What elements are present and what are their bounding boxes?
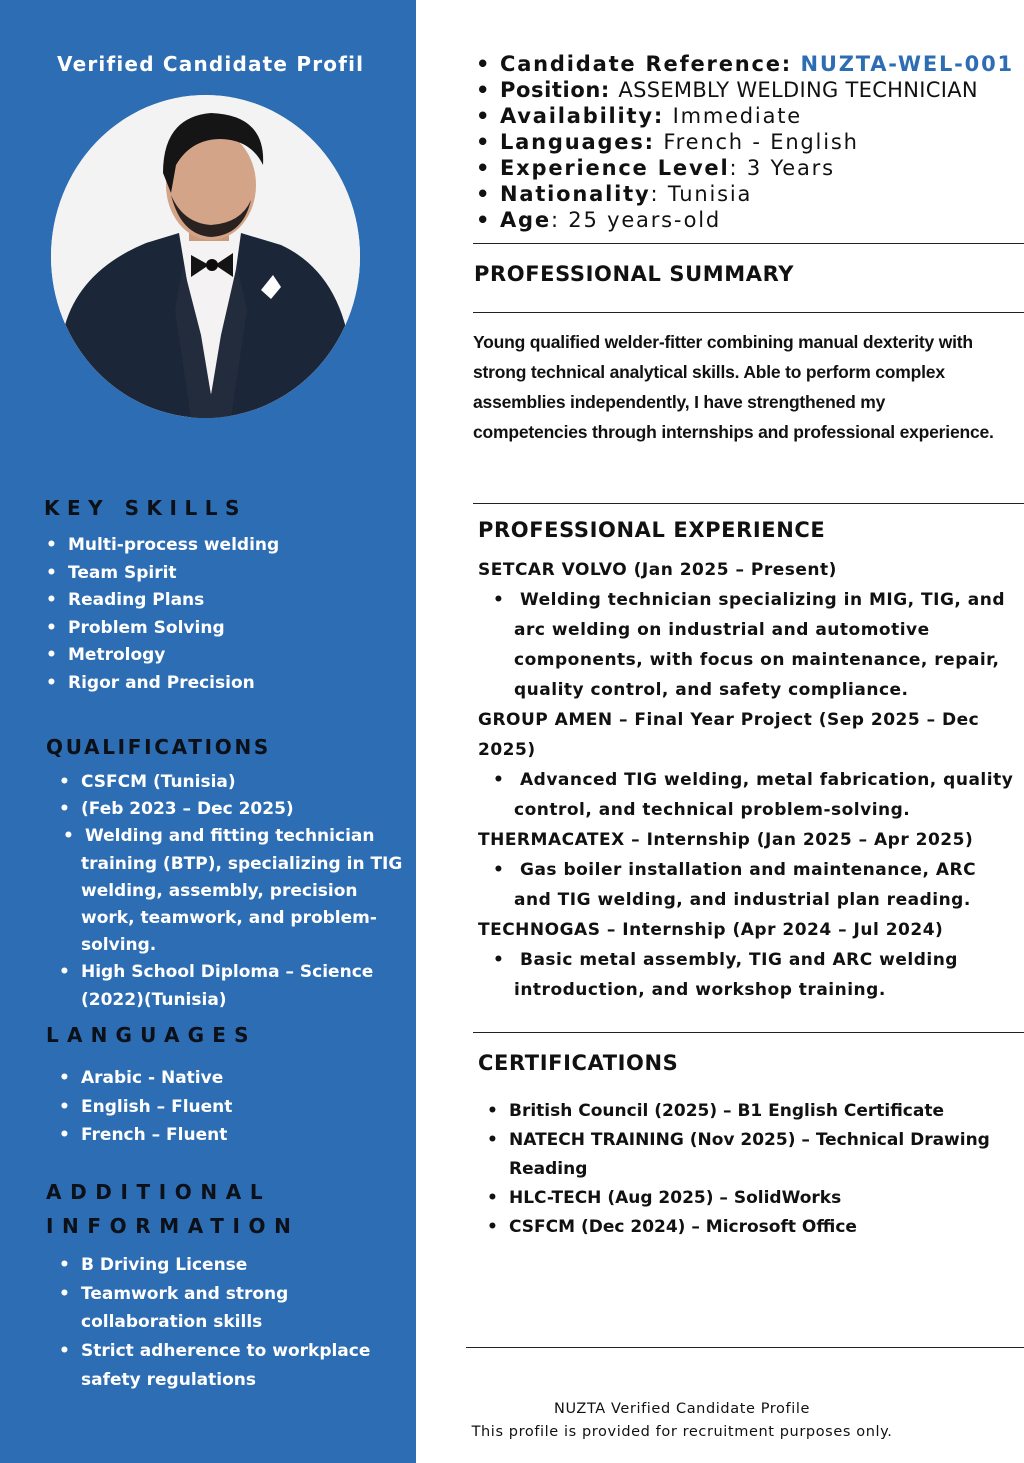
nationality-label: Nationality (500, 182, 651, 206)
candidate-info-list (476, 51, 1014, 233)
professional-experience-heading: PROFESSIONAL EXPERIENCE (478, 518, 826, 542)
position-value: ASSEMBLY WELDING TECHNICIAN (618, 78, 978, 102)
list-item: • HLC-TECH (Aug 2025) – SolidWorks (487, 1184, 1007, 1213)
availability-value: Immediate (672, 104, 802, 128)
experience-value: : 3 Years (729, 156, 835, 180)
nationality-value: : Tunisia (650, 182, 753, 206)
experience-detail-text: Advanced TIG welding, metal fabrication, quality control, and technical problem-solving. (514, 770, 1014, 820)
candidate-age (476, 207, 1014, 233)
candidate-nationality (476, 181, 1014, 207)
list-item: • English – Fluent (57, 1093, 232, 1122)
divider (473, 312, 1024, 313)
list-item: • French – Fluent (57, 1121, 232, 1150)
position-label: Position: (500, 78, 610, 102)
divider (473, 503, 1024, 504)
candidate-photo (51, 95, 360, 418)
professional-summary-heading: PROFESSIONAL SUMMARY (474, 262, 795, 286)
list-item: • Arabic - Native (57, 1064, 232, 1093)
qualifications-list (57, 769, 407, 1014)
key-skills-heading: KEY SKILLS (44, 496, 247, 520)
experience-detail-text: Basic metal assembly, TIG and ARC welding introduction, and workshop training. (514, 950, 958, 1000)
additional-information-list (57, 1251, 397, 1395)
list-item: • Problem Solving (44, 615, 279, 643)
qualifications-heading: QUALIFICATIONS (46, 735, 272, 759)
candidate-position (476, 77, 1014, 103)
additional-heading-line2: INFORMATION (46, 1214, 300, 1238)
list-item: • Rigor and Precision (44, 670, 279, 698)
list-item: • (Feb 2023 – Dec 2025) (57, 796, 407, 823)
sidebar-title: Verified Candidate Profil (57, 52, 365, 76)
certifications-list (487, 1097, 1007, 1242)
key-skills-list (44, 532, 279, 697)
age-value: : 25 years-old (550, 208, 722, 232)
list-item: • Metrology (44, 642, 279, 670)
experience-company: GROUP AMEN – Final Year Project (Sep 2025 – Dec 2025) (478, 710, 980, 760)
list-item: • Teamwork and strong collaboration skills (57, 1280, 397, 1337)
candidate-languages (476, 129, 1014, 155)
list-item: • B Driving License (57, 1251, 397, 1280)
list-item: • Multi-process welding (44, 532, 279, 560)
list-item: • CSFCM (Dec 2024) – Microsoft Office (487, 1213, 1007, 1242)
languages-heading: LANGUAGES (46, 1023, 257, 1047)
list-item: • NATECH TRAINING (Nov 2025) – Technical Drawing Reading (487, 1126, 1007, 1184)
sidebar (0, 0, 416, 1463)
age-label: Age (500, 208, 551, 232)
list-item: • Team Spirit (44, 560, 279, 588)
list-item: • Reading Plans (44, 587, 279, 615)
reference-label: Candidate Reference: (500, 52, 792, 76)
experience-detail-text: Gas boiler installation and maintenance, ARC and TIG welding, and industrial plan reading. (514, 860, 977, 910)
experience-company: THERMACATEX – Internship (Jan 2025 – Apr 2025) (478, 830, 974, 850)
candidate-photo-illustration (51, 95, 360, 418)
candidate-experience-level (476, 155, 1014, 181)
languages-list (57, 1064, 232, 1150)
divider (473, 243, 1024, 244)
list-item: • Welding and fitting technician training (BTP), specializing in TIG welding, assembly, precision work, teamwork, and problem-solving. (57, 823, 407, 959)
divider (473, 1032, 1024, 1033)
footer-line1: NUZTA Verified Candidate Profile (554, 1401, 810, 1417)
certifications-heading: CERTIFICATIONS (478, 1051, 679, 1075)
experience-detail (478, 945, 1018, 1005)
languages-label: Languages: (500, 130, 655, 154)
experience-detail-text: Welding technician specializing in MIG, TIG, and arc welding on industrial and automotive components, with focus on maintenance, repair, quality control, and safety compliance. (514, 590, 1006, 700)
experience-company: SETCAR VOLVO (Jan 2025 – Present) (478, 560, 837, 580)
experience-detail (478, 585, 1018, 705)
additional-heading-line1: ADDITIONAL (46, 1180, 272, 1204)
experience-label: Experience Level (500, 156, 730, 180)
footer-divider (466, 1347, 1024, 1348)
experience-company: TECHNOGAS – Internship (Apr 2024 – Jul 2024) (478, 920, 944, 940)
list-item: • CSFCM (Tunisia) (57, 769, 407, 796)
experience-list (478, 555, 1018, 1005)
additional-information-heading (46, 1175, 346, 1243)
professional-summary-text: Young qualified welder-fitter combining manual dexterity with strong technical analytical skills. Able to perform complex assemblies independently, I have strengthened my competencies through internships and professional experience. (473, 332, 994, 442)
availability-label: Availability: (500, 104, 665, 128)
experience-detail (478, 855, 1018, 915)
candidate-availability (476, 103, 1014, 129)
list-item: • British Council (2025) – B1 English Certificate (487, 1097, 1007, 1126)
languages-value: French - English (663, 130, 859, 154)
footer-line2: This profile is provided for recruitment purposes only. (471, 1424, 893, 1440)
list-item: • Strict adherence to workplace safety regulations (57, 1337, 397, 1394)
reference-value: NUZTA-WEL-001 (800, 52, 1014, 76)
list-item: • High School Diploma – Science (2022)(Tunisia) (57, 959, 407, 1013)
experience-detail (478, 765, 1018, 825)
candidate-reference (476, 51, 1014, 77)
